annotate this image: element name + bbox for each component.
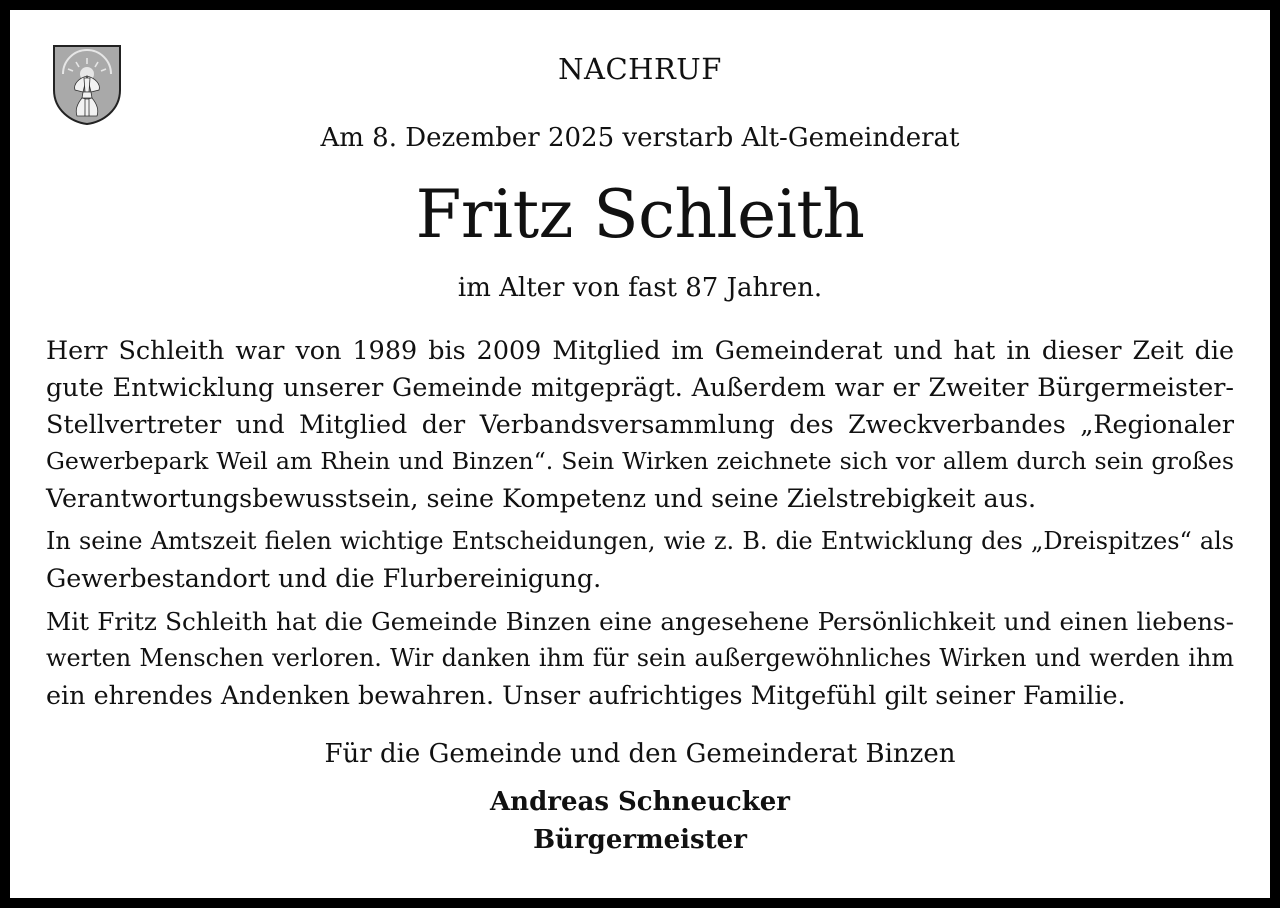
text-line: In seine Amtszeit fielen wichtige Entscheidungen, wie z. B. die Entwicklung des „Dreispitzes“ als [46, 527, 1234, 555]
paragraph-tribute [46, 603, 1234, 714]
obituary-notice [10, 10, 1270, 898]
text-line: werten Menschen verloren. Wir danken ihm für sein außergewöhnliches Wirken und werden ihm [46, 644, 1234, 672]
signatory-name: Andreas Schneucker [490, 787, 790, 817]
text-line: Verantwortungsbewusstsein, seine Kompetenz und seine Zielstrebigkeit aus. [46, 483, 1037, 513]
paragraph-decisions [46, 523, 1234, 597]
text-line: Mit Fritz Schleith hat die Gemeinde Binzen eine angesehene Persönlichkeit und einen liebens- [46, 607, 1234, 636]
notice-title: NACHRUF [558, 52, 722, 86]
text-line: ein ehrendes Andenken bewahren. Unser aufrichtiges Mitgefühl gilt seiner Familie. [46, 680, 1126, 710]
signature-on-behalf: Für die Gemeinde und den Gemeinderat Binzen [324, 739, 956, 769]
age-line: im Alter von fast 87 Jahren. [457, 273, 823, 303]
text-line: Stellvertreter und Mitglied der Verbandsversammlung des Zweckverbandes „Regionaler [46, 409, 1234, 439]
signatory-title: Bürgermeister [533, 825, 747, 855]
deceased-name: Fritz Schleith [415, 176, 865, 253]
notice-body [46, 332, 1234, 720]
text-line: Gewerbestandort und die Flurbereinigung. [46, 563, 602, 593]
paragraph-career [46, 332, 1234, 517]
notice-frame [10, 10, 1270, 898]
text-line: Herr Schleith war von 1989 bis 2009 Mitglied im Gemeinderat und hat in dieser Zeit die [46, 335, 1234, 365]
intro-line: Am 8. Dezember 2025 verstarb Alt-Gemeinderat [320, 123, 960, 153]
text-line: Gewerbepark Weil am Rhein und Binzen“. Sein Wirken zeichnete sich vor allem durch sein großes [46, 447, 1234, 475]
text-line: gute Entwicklung unserer Gemeinde mitgeprägt. Außerdem war er Zweiter Bürgermeister- [46, 372, 1234, 402]
